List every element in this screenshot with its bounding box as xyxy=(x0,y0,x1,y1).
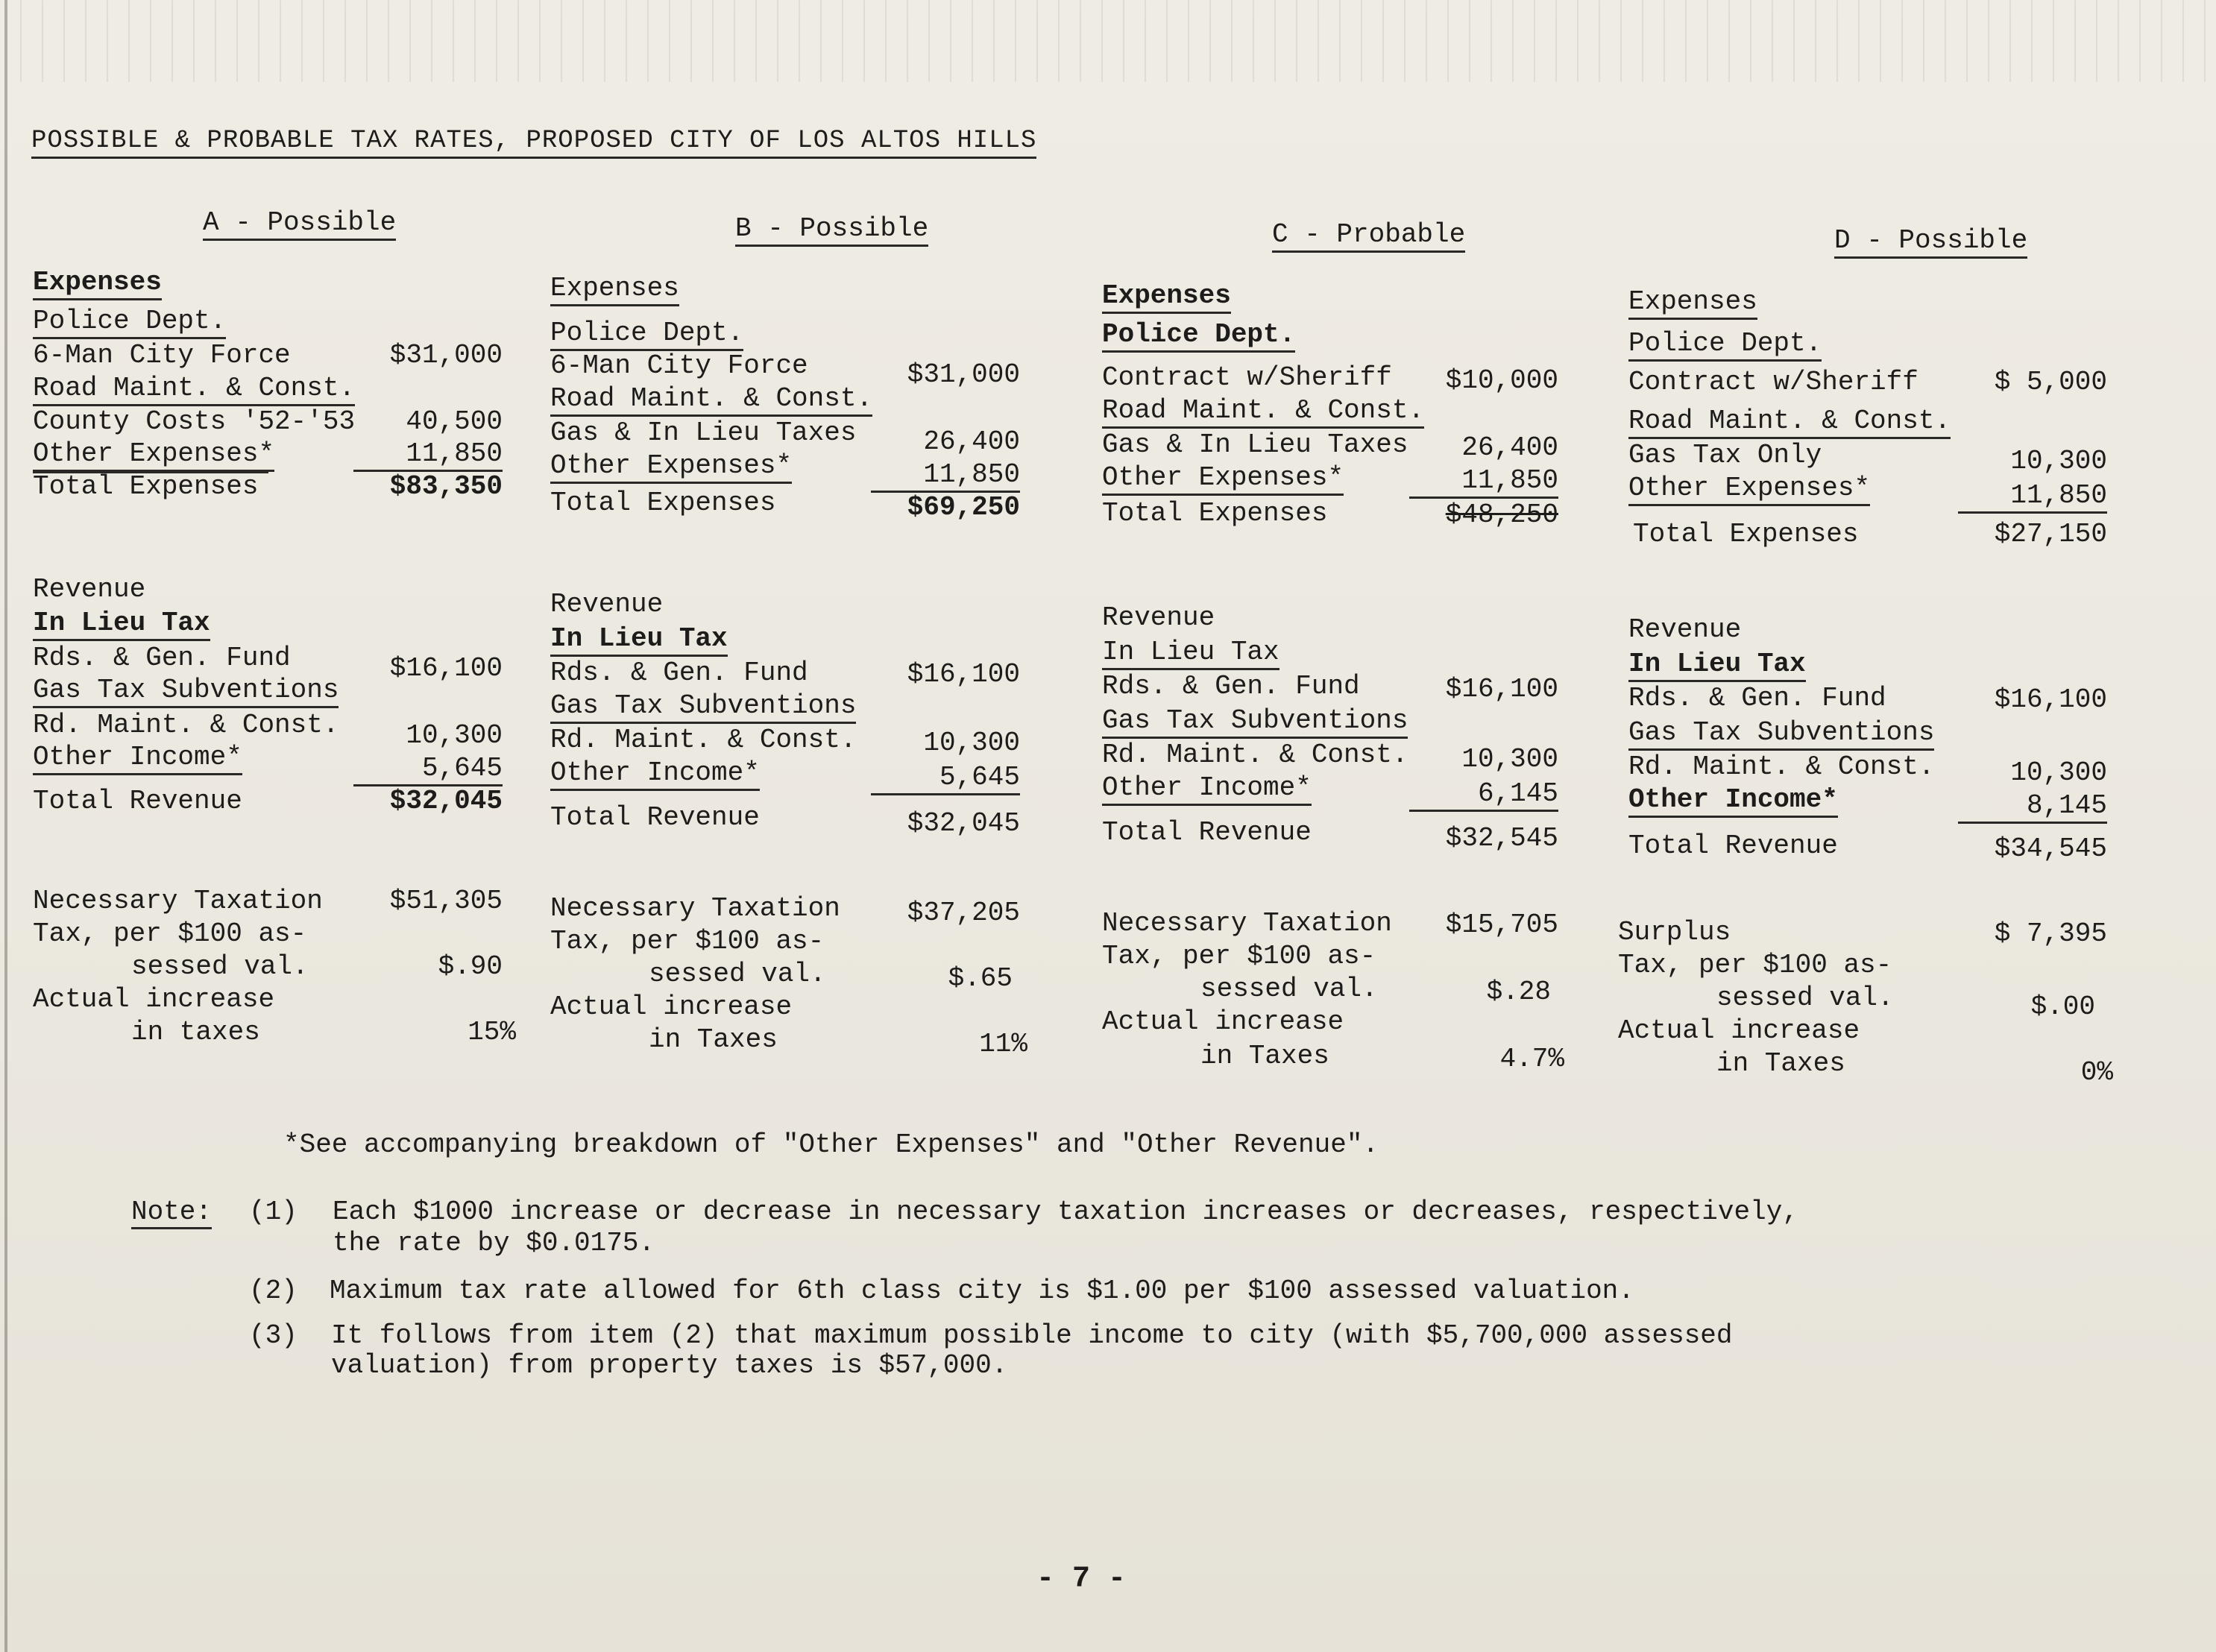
road-amount: 10,300 xyxy=(2010,446,2107,476)
in-lieu-heading: In Lieu Tax xyxy=(1628,649,1806,682)
rate-label-line-1: Tax, per $100 as- xyxy=(1618,950,1892,980)
note-3-line-1: It follows from item (2) that maximum possible income to city (with $5,700,000 assessed xyxy=(331,1320,1733,1351)
column-heading: B - Possible xyxy=(735,213,928,247)
taxation-label: Necessary Taxation xyxy=(33,886,323,916)
revenue-heading: Revenue xyxy=(1628,614,1742,645)
rate-label-line-1: Tax, per $100 as- xyxy=(550,926,825,956)
total-expenses-amount: $27,150 xyxy=(1994,519,2107,549)
road-amount: 26,400 xyxy=(1461,432,1558,463)
surplus-amount: $ 7,395 xyxy=(1994,918,2107,949)
note-3-number: (3) xyxy=(249,1320,298,1351)
increase-label-line-2: in Taxes xyxy=(1200,1041,1329,1071)
other-income-amount: 8,145 xyxy=(1958,790,2107,824)
expenses-heading: Expenses xyxy=(550,273,679,306)
note-1-line-1: Each $1000 increase or decrease in necessary taxation increases or decreases, respectively, xyxy=(333,1197,1798,1227)
total-revenue-label: Total Revenue xyxy=(550,802,760,833)
note-label: Note: xyxy=(131,1197,212,1229)
increase-label-line-2: in Taxes xyxy=(649,1024,778,1055)
other-expenses-amount: 11,850 xyxy=(1958,480,2107,514)
note-2-number: (2) xyxy=(249,1276,298,1306)
rate-label-line-2: sessed val. xyxy=(131,951,309,982)
revenue-heading: Revenue xyxy=(33,574,146,605)
rate-amount: $.65 xyxy=(948,963,1013,994)
rate-amount: $.28 xyxy=(1486,977,1551,1007)
column-d xyxy=(1618,0,2140,1118)
rds-fund-label: Rds. & Gen. Fund xyxy=(1628,683,1886,713)
rds-fund-amount: $16,100 xyxy=(1445,674,1558,704)
road-item: Gas & In Lieu Taxes xyxy=(550,417,857,448)
rate-label-line-2: sessed val. xyxy=(1716,983,1894,1013)
other-expenses-label: Other Expenses* xyxy=(1628,473,1870,506)
other-income-label: Other Income* xyxy=(550,757,760,791)
total-revenue-label: Total Revenue xyxy=(1102,817,1312,848)
police-amount: $10,000 xyxy=(1445,365,1558,396)
police-heading: Police Dept. xyxy=(1102,319,1295,353)
total-expenses-label: Total Expenses xyxy=(550,488,776,518)
rate-label-line-1: Tax, per $100 as- xyxy=(33,918,307,949)
column-heading: D - Possible xyxy=(1834,225,2027,259)
total-expenses-amount: $83,350 xyxy=(389,471,503,502)
increase-amount: 0% xyxy=(2080,1057,2113,1088)
expenses-heading: Expenses xyxy=(33,267,162,300)
taxation-amount: $51,305 xyxy=(389,886,503,916)
total-revenue-amount: $32,045 xyxy=(389,786,503,816)
other-expenses-amount: 11,850 xyxy=(353,438,503,472)
increase-amount: 11% xyxy=(979,1029,1027,1059)
column-a xyxy=(33,0,555,1118)
police-amount: $ 5,000 xyxy=(1994,367,2107,397)
other-expenses-amount: 11,850 xyxy=(1409,465,1558,499)
increase-amount: 15% xyxy=(468,1017,516,1047)
footnote: *See accompanying breakdown of "Other Expenses" and "Other Revenue". xyxy=(283,1129,1379,1160)
note-1-line-2: the rate by $0.0175. xyxy=(333,1228,655,1258)
police-heading: Police Dept. xyxy=(550,318,743,351)
police-item: Contract w/Sheriff xyxy=(1628,367,1918,397)
increase-label-line-1: Actual increase xyxy=(1102,1006,1344,1037)
other-income-amount: 5,645 xyxy=(871,762,1020,795)
total-expenses-label: Total Expenses xyxy=(1633,519,1859,549)
other-income-amount: 5,645 xyxy=(353,753,503,786)
rds-fund-label: Rds. & Gen. Fund xyxy=(550,658,808,688)
road-heading: Road Maint. & Const. xyxy=(33,373,355,406)
rds-fund-label: Rds. & Gen. Fund xyxy=(33,643,291,673)
rds-fund-amount: $16,100 xyxy=(389,653,503,684)
surplus-label: Surplus xyxy=(1618,917,1731,948)
other-income-amount: 6,145 xyxy=(1409,778,1558,812)
police-heading: Police Dept. xyxy=(1628,328,1822,362)
rate-label-line-1: Tax, per $100 as- xyxy=(1102,941,1376,971)
road-amount: 40,500 xyxy=(406,406,503,437)
total-revenue-amount: $32,545 xyxy=(1445,823,1558,854)
revenue-heading: Revenue xyxy=(550,589,664,620)
rds-fund-label: Rds. & Gen. Fund xyxy=(1102,671,1360,702)
rd-maint-amount: 10,300 xyxy=(923,728,1020,758)
increase-label-line-2: in Taxes xyxy=(1716,1048,1845,1079)
rd-maint-amount: 10,300 xyxy=(406,720,503,751)
increase-label-line-1: Actual increase xyxy=(1618,1015,1860,1046)
taxation-label: Necessary Taxation xyxy=(1102,908,1392,939)
increase-amount: 4.7% xyxy=(1499,1044,1564,1074)
note-3-line-2: valuation) from property taxes is $57,000. xyxy=(331,1350,1008,1381)
other-expenses-label: Other Expenses* xyxy=(33,438,274,472)
total-revenue-label: Total Revenue xyxy=(33,786,242,816)
other-income-label: Other Income* xyxy=(33,742,242,775)
other-income-label: Other Income* xyxy=(1102,772,1312,806)
road-item: Gas Tax Only xyxy=(1628,440,1822,470)
police-amount: $31,000 xyxy=(907,359,1020,390)
gas-tax-heading: Gas Tax Subventions xyxy=(33,675,339,708)
road-heading: Road Maint. & Const. xyxy=(1628,406,1951,439)
rd-maint-amount: 10,300 xyxy=(2010,757,2107,788)
total-expenses-label: Total Expenses xyxy=(33,471,259,502)
police-item: 6-Man City Force xyxy=(550,350,808,381)
note-2-line-1: Maximum tax rate allowed for 6th class city is $1.00 per $100 assessed valuation. xyxy=(330,1276,1634,1306)
police-amount: $31,000 xyxy=(389,340,503,371)
rd-maint-label: Rd. Maint. & Const. xyxy=(550,725,857,755)
column-heading: C - Probable xyxy=(1272,219,1465,253)
police-item: Contract w/Sheriff xyxy=(1102,362,1392,393)
road-heading: Road Maint. & Const. xyxy=(550,383,872,417)
expenses-heading: Expenses xyxy=(1102,280,1231,314)
total-expenses-amount: $48,250 xyxy=(1445,499,1558,530)
total-expenses-label: Total Expenses xyxy=(1102,498,1328,529)
rate-amount: $.90 xyxy=(438,951,503,982)
gas-tax-heading: Gas Tax Subventions xyxy=(1628,717,1934,751)
other-expenses-label: Other Expenses* xyxy=(1102,462,1344,496)
total-revenue-label: Total Revenue xyxy=(1628,830,1838,861)
column-heading: A - Possible xyxy=(203,207,396,241)
taxation-label: Necessary Taxation xyxy=(550,893,840,924)
gas-tax-heading: Gas Tax Subventions xyxy=(1102,705,1408,739)
column-c xyxy=(1102,0,1624,1118)
rate-label-line-2: sessed val. xyxy=(1200,974,1378,1004)
in-lieu-heading: In Lieu Tax xyxy=(33,608,210,641)
police-item: 6-Man City Force xyxy=(33,340,291,371)
other-expenses-amount: 11,850 xyxy=(871,459,1020,493)
binder-edge xyxy=(4,0,7,1652)
note-1-number: (1) xyxy=(249,1197,298,1227)
gas-tax-heading: Gas Tax Subventions xyxy=(550,690,856,724)
rd-maint-amount: 10,300 xyxy=(1461,744,1558,775)
column-b xyxy=(550,0,1072,1118)
increase-label-line-1: Actual increase xyxy=(33,984,275,1015)
rate-amount: $.00 xyxy=(2030,991,2095,1022)
rd-maint-label: Rd. Maint. & Const. xyxy=(33,710,339,740)
page-title: POSSIBLE & PROBABLE TAX RATES, PROPOSED CITY OF LOS ALTOS HILLS xyxy=(31,127,1036,159)
road-item: Gas & In Lieu Taxes xyxy=(1102,429,1408,460)
revenue-heading: Revenue xyxy=(1102,602,1215,633)
rd-maint-label: Rd. Maint. & Const. xyxy=(1628,751,1935,782)
expenses-heading: Expenses xyxy=(1628,286,1757,320)
total-revenue-amount: $32,045 xyxy=(907,808,1020,839)
in-lieu-heading: In Lieu Tax xyxy=(550,623,728,657)
other-income-label: Other Income* xyxy=(1628,784,1838,818)
road-amount: 26,400 xyxy=(923,426,1020,457)
in-lieu-heading: In Lieu Tax xyxy=(1102,637,1279,670)
rds-fund-amount: $16,100 xyxy=(1994,684,2107,715)
road-heading: Road Maint. & Const. xyxy=(1102,395,1424,429)
total-revenue-amount: $34,545 xyxy=(1994,833,2107,864)
rate-label-line-2: sessed val. xyxy=(649,959,826,989)
total-expenses-amount: $69,250 xyxy=(907,492,1020,523)
taxation-amount: $15,705 xyxy=(1445,909,1558,940)
other-expenses-label: Other Expenses* xyxy=(550,450,792,484)
road-item: County Costs '52-'53 xyxy=(33,406,356,437)
page-number: - 7 - xyxy=(1036,1563,1127,1596)
increase-label-line-1: Actual increase xyxy=(550,991,793,1022)
rds-fund-amount: $16,100 xyxy=(907,659,1020,690)
increase-label-line-2: in taxes xyxy=(131,1017,260,1047)
rd-maint-label: Rd. Maint. & Const. xyxy=(1102,740,1408,770)
police-heading: Police Dept. xyxy=(33,306,226,339)
taxation-amount: $37,205 xyxy=(907,898,1020,928)
